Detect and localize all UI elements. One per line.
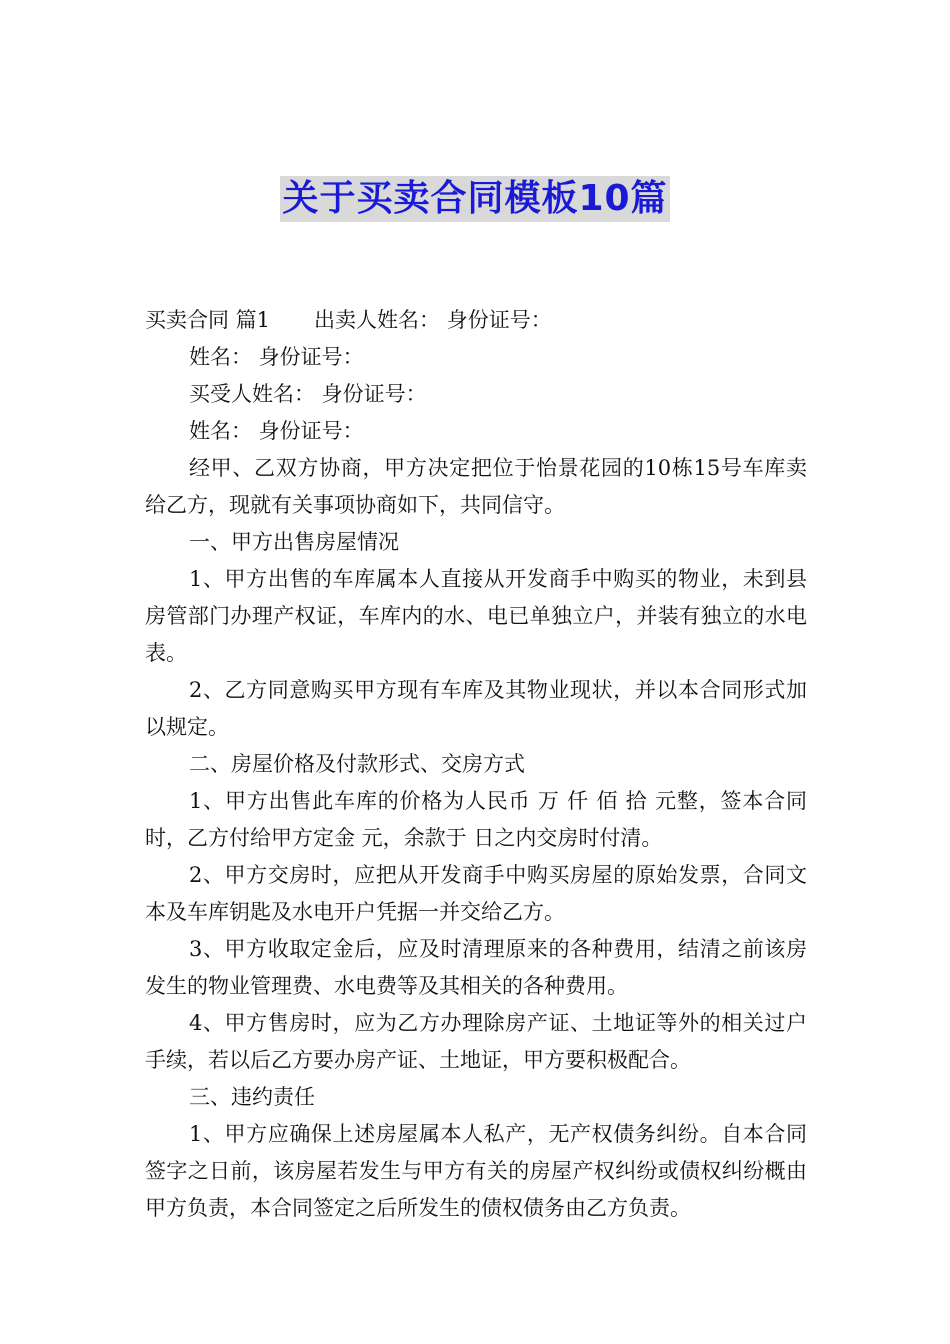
title-container [0,176,950,222]
section-two-heading: 二、房屋价格及付款形式、交房方式 [189,752,525,776]
section-one-clause-1: 1、甲方出售的车库属本人直接从开发商手中购买的物业，未到县房管部门办理产权证，车库内的水、电已单独立户，并装有独立的水电表。 [145,567,807,665]
section-one-clause-2: 2、乙方同意购买甲方现有车库及其物业现状，并以本合同形式加以规定。 [145,678,807,739]
section-three-clause-1: 1、甲方应确保上述房屋属本人私产，无产权债务纠纷。自本合同签字之日前，该房屋若发生与甲方有关的房屋产权纠纷或债权纠纷概由甲方负责，本合同签定之后所发生的债权债务由乙方负责。 [145,1122,807,1220]
first-line [145,302,807,339]
section-two-clause-4: 4、甲方售房时，应为乙方办理除房产证、土地证等外的相关过户手续，若以后乙方要办房产证、土地证，甲方要积极配合。 [145,1011,807,1072]
preamble-paragraph: 经甲、乙双方协商，甲方决定把位于怡景花园的10栋15号车库卖给乙方，现就有关事项协商如下，共同信守。 [145,456,807,517]
document-title: 关于买卖合同模板10篇 [280,176,669,222]
seller-name-field: 姓名： 身份证号： [189,345,364,369]
document-body [145,302,807,1227]
section-three-heading: 三、违约责任 [189,1085,315,1109]
section-heading: 买卖合同 篇1 [145,308,271,332]
section-two-clause-1: 1、甲方出售此车库的价格为人民币 万 仟 佰 拾 元整，签本合同时，乙方付给甲方定金 元，余款于 日之内交房时付清。 [145,789,807,850]
buyer-name-line: 买受人姓名： 身份证号： [189,382,427,406]
section-two-clause-2: 2、甲方交房时，应把从开发商手中购买房屋的原始发票，合同文本及车库钥匙及水电开户凭据一并交给乙方。 [145,863,807,924]
section-two-clause-3: 3、甲方收取定金后，应及时清理原来的各种费用，结清之前该房发生的物业管理费、水电费等及其相关的各种费用。 [145,937,807,998]
section-one-heading: 一、甲方出售房屋情况 [189,530,399,554]
buyer-name-field: 姓名： 身份证号： [189,419,364,443]
seller-name-line: 出卖人姓名： 身份证号： [314,308,552,332]
